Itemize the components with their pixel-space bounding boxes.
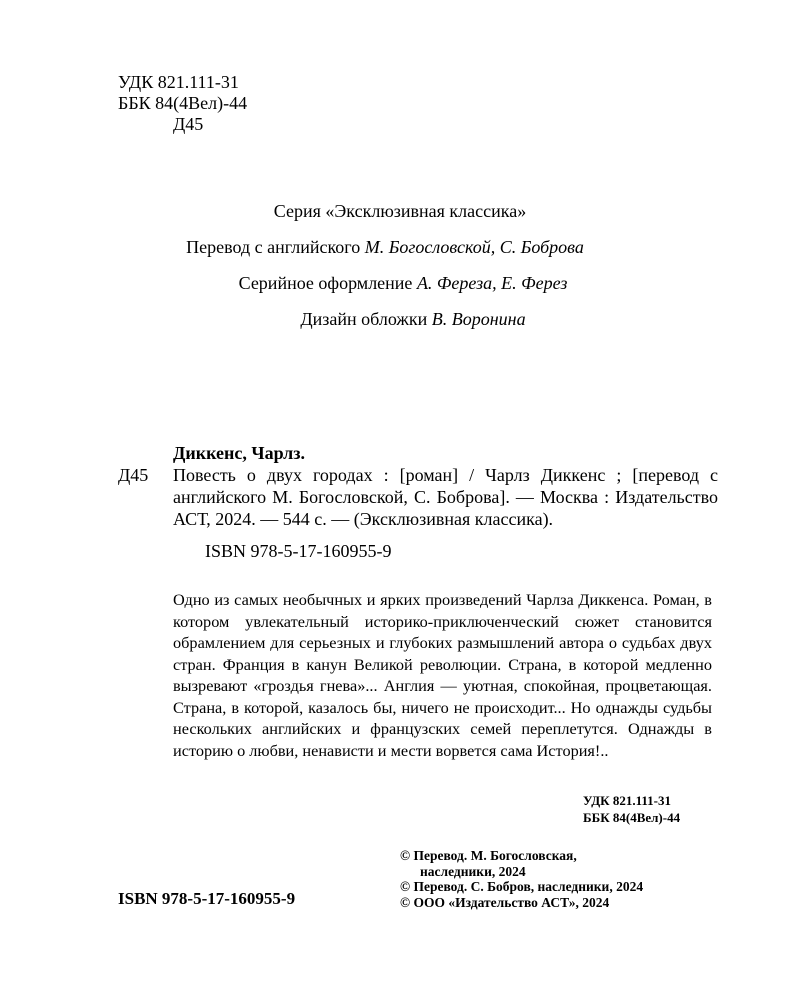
catalog-code: Д45 <box>118 465 149 485</box>
cover-design-line <box>13 305 800 341</box>
annotation-text: Одно из самых необычных и ярких произведений Чарлза Диккенса. Роман, в котором увлекательный историко-приключенческий сюжет становится обрамлением для серьезных и глубоких размышлений автора о судьбах двух стран. Франция в канун Великой революции. Страна, в которой медленно вызревают «гроздья гнева»... Англия — уютная, спокойная, процветающая. Страна, в которой, казалось бы, ничего не происходит... Но однажды судьбы нескольких английских и французских семей переплетутся. Однажды в историю о любви, ненависти и мести ворвется сама История!.. <box>173 590 712 760</box>
catalog-entry <box>118 464 718 530</box>
copyright-notices <box>400 848 740 910</box>
credits-block <box>0 197 800 341</box>
classification-codes <box>118 72 247 135</box>
cover-designer: В. Воронина <box>431 309 526 329</box>
annotation-bbk: ББК 84(4Вел)-44 <box>583 810 681 825</box>
copyright-translation-1-cont: наследники, 2024 <box>420 863 526 879</box>
series-designers: А. Фереза, Е. Ферез <box>416 273 568 293</box>
annotation-codes <box>583 792 680 826</box>
series-line: Серия «Эксклюзивная классика» <box>273 201 527 221</box>
catalog-isbn: ISBN 978-5-17-160955-9 <box>205 541 392 561</box>
author-mark: Д45 <box>173 114 204 134</box>
catalog-author: Диккенс, Чарлз. <box>173 443 306 463</box>
bbk-code: ББК 84(4Вел)-44 <box>118 93 248 113</box>
translators: М. Богословской, С. Боброва <box>364 237 584 257</box>
cover-design-prefix: Дизайн обложки <box>300 309 432 329</box>
series-design-prefix: Серийное оформление <box>238 273 417 293</box>
copyright-translation-2: © Перевод. С. Бобров, наследники, 2024 <box>400 879 644 894</box>
udk-code: УДК 821.111-31 <box>118 72 239 92</box>
annotation-udk: УДК 821.111-31 <box>583 793 671 808</box>
isbn-bottom: ISBN 978-5-17-160955-9 <box>118 889 296 908</box>
copyright-translation-1: © Перевод. М. Богословская, <box>400 848 577 863</box>
translation-line <box>0 233 785 269</box>
catalog-record <box>118 442 718 562</box>
copyright-publisher: © ООО «Издательство АСТ», 2024 <box>400 894 610 910</box>
series-design-line <box>3 269 800 305</box>
catalog-description: Повесть о двух городах : [роман] / Чарлз Диккенс ; [перевод с английского М. Богословской, С. Боброва]. — Москва : Издательство АСТ, 2024. — 544 с. — (Эксклюзивная классика). <box>173 465 718 529</box>
translation-prefix: Перевод с английского <box>186 237 365 257</box>
